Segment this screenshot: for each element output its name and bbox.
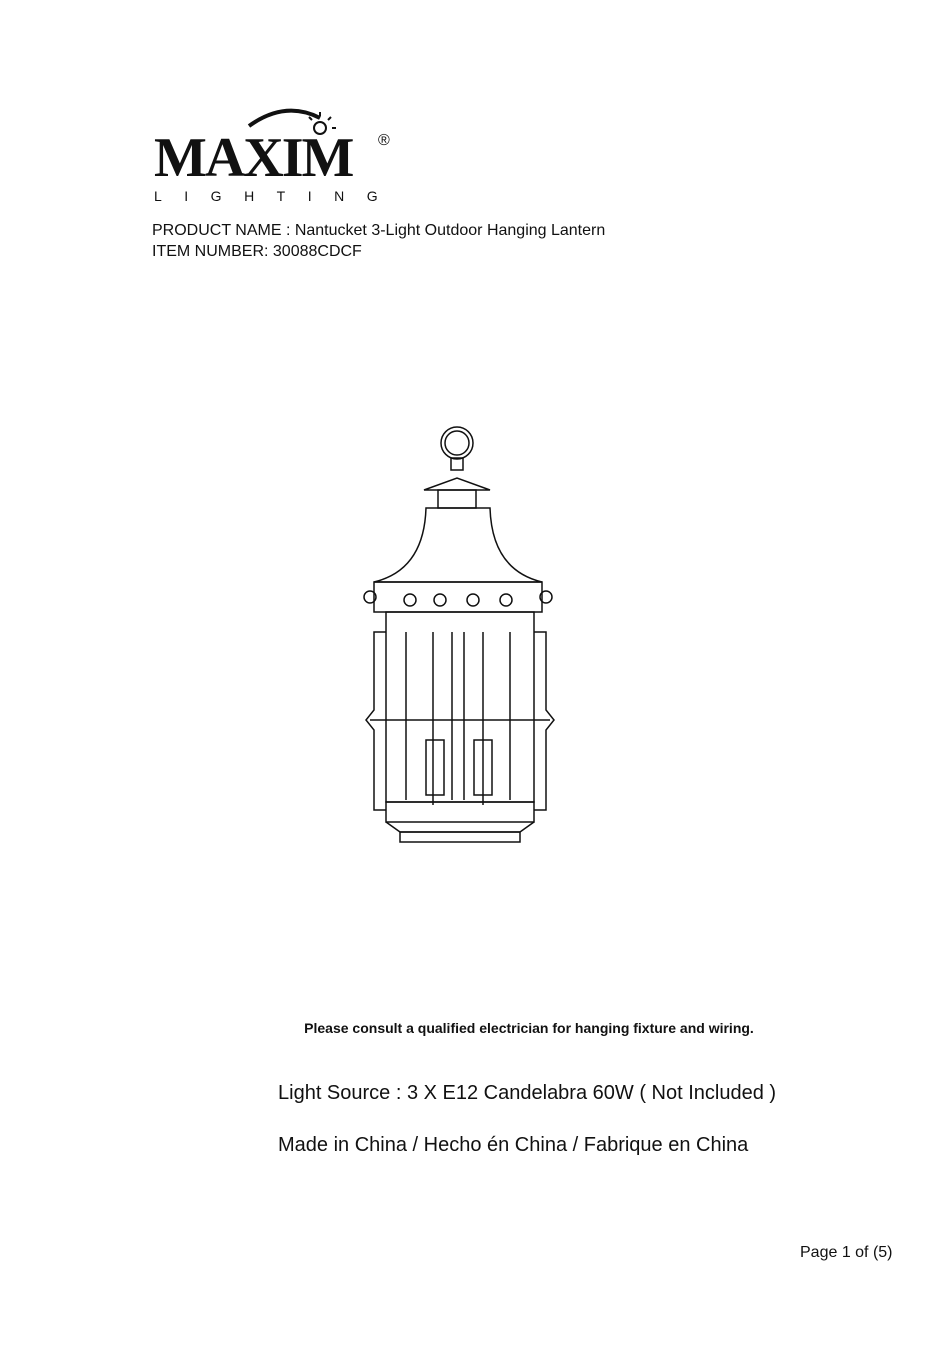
country-of-origin: Made in China / Hecho én China / Fabrique en China [278,1134,749,1156]
brand-subtitle: LIGHTING [154,188,401,204]
product-info [152,220,605,262]
page-number: Page 1 of (5) [800,1244,893,1261]
lantern-drawing [360,420,560,850]
electrician-warning: Please consult a qualified electrician for hanging fixture and wiring. [304,1020,754,1036]
registered-mark: ® [378,132,390,149]
maxim-lighting-logo [150,104,400,204]
light-source-spec: Light Source : 3 X E12 Candelabra 60W ( Not Included ) [278,1082,777,1104]
brand-name: MAXIM [154,127,353,189]
product-name: PRODUCT NAME : Nantucket 3-Light Outdoor Hanging Lantern [152,222,606,239]
item-number: ITEM NUMBER: 30088CDCF [152,243,362,260]
